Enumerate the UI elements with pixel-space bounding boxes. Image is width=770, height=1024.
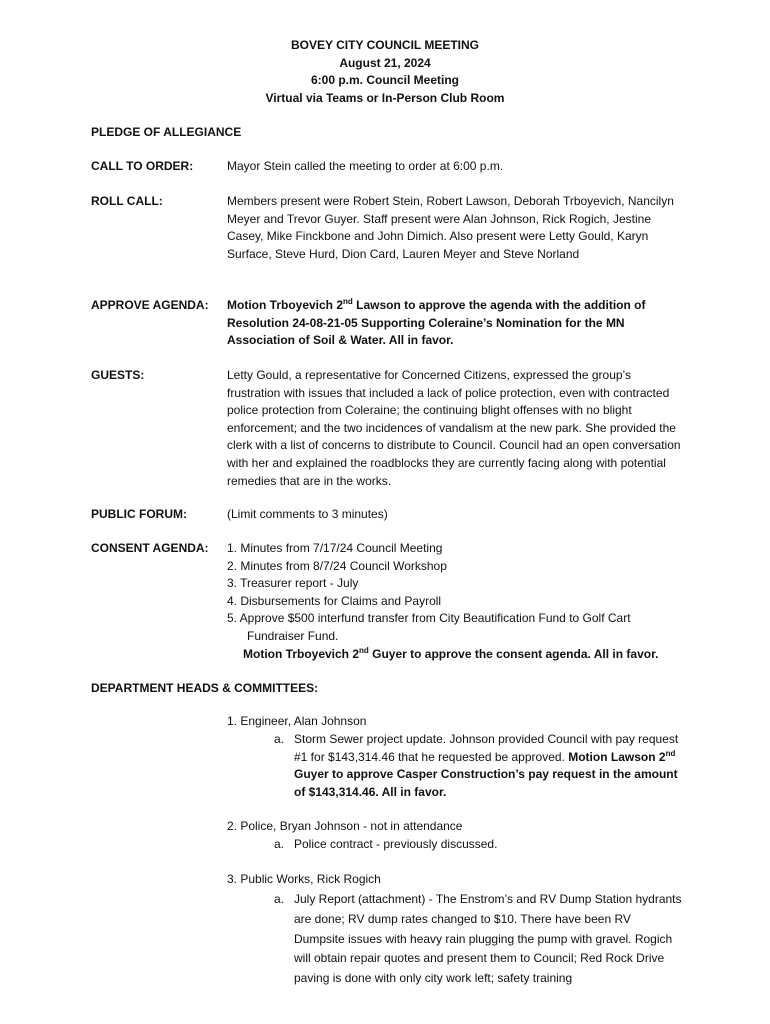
call-to-order-text: Mayor Stein called the meeting to order at 6:00 p.m. [227, 159, 504, 173]
storm-sewer-update: Storm Sewer project update. Johnson provided Council with pay request #1 for $143,314.46 that he requested be approved. [294, 732, 679, 764]
public-works-subitem-text: July Report (attachment) - The Enstrom’s and RV Dump Station hydrants are done; RV dump rates changed to $10. There have been RV Dumpsite issues with heavy rain plugging the pump with gravel. Rogich will obtain repair quotes and present them to Council; Red Rock Drive paving is done with only city work left; safety training [294, 892, 682, 986]
guests-text: Letty Gould, a representative for Concerned Citizens, expressed the group’s frustration with issues that included a lack of police protection, even with contracted police protection from Coleraine; the continuing blight offenses with no blight enforcement; and the two incidences of vandalism at the new park. She provided the clerk with a list of concerns to distribute to Council. Council had an open conversation with her and explained the roadblocks they are currently facing along with potential remedies that are in the works. [227, 368, 681, 488]
consent-agenda-motion [227, 646, 682, 664]
approve-agenda-motion [227, 297, 682, 350]
ordinal-suffix: nd [359, 645, 369, 655]
call-to-order-label: CALL TO ORDER: [91, 159, 194, 173]
police-subitem-text: Police contract - previously discussed. [294, 837, 498, 851]
motion-text-end: Guyer to approve the consent agenda. All in favor. [368, 646, 659, 661]
consent-item: 3. Treasurer report - July [227, 576, 359, 591]
consent-agenda-label: CONSENT AGENDA: [91, 541, 209, 555]
consent-item: 2. Minutes from 8/7/24 Council Workshop [227, 558, 447, 573]
pledge-heading: PLEDGE OF ALLEGIANCE [91, 125, 242, 139]
subitem-letter: a. [274, 837, 285, 851]
motion-text-end: Guyer to approve Casper Construction’s pay request in the amount of $143,314.46. All in favor. [294, 767, 678, 799]
motion-text-start: Motion Lawson 2 [568, 749, 666, 764]
engineer-subitem [274, 731, 684, 801]
header-title: BOVEY CITY COUNCIL MEETING [290, 38, 480, 52]
motion-text-start: Motion Trboyevich 2 [243, 646, 360, 661]
approve-agenda-label: APPROVE AGENDA: [91, 298, 209, 312]
subitem-letter: a. [274, 892, 285, 906]
engineer-subitem-text [294, 731, 684, 801]
motion-text-end: Lawson to approve the agenda with the addition of Resolution 24-08-21-05 Supporting Coleraine’s Nomination for the MN Association of Soil & Water. All in favor. [227, 298, 646, 348]
header-location: Virtual via Teams or In-Person Club Room [265, 90, 505, 105]
header-time: 6:00 p.m. Council Meeting [310, 73, 460, 87]
meeting-header [0, 37, 770, 107]
public-forum-label: PUBLIC FORUM: [91, 507, 187, 521]
consent-item: 4. Disbursements for Claims and Payroll [227, 593, 442, 608]
department-heads-heading: DEPARTMENT HEADS & COMMITTEES: [91, 681, 319, 695]
motion-text-start: Motion Trboyevich 2 [227, 298, 344, 312]
consent-item: 5. Approve $500 interfund transfer from City Beautification Fund to Golf Cart Fundraiser Fund. [227, 611, 631, 643]
public-forum-text: (Limit comments to 3 minutes) [227, 507, 388, 521]
public-works-heading: 3. Public Works, Rick Rogich [227, 872, 381, 886]
roll-call-label: ROLL CALL: [91, 194, 163, 208]
guests-label: GUESTS: [91, 368, 145, 382]
consent-agenda-list [227, 540, 682, 663]
header-date: August 21, 2024 [339, 55, 431, 70]
engineer-heading: 1. Engineer, Alan Johnson [227, 714, 367, 728]
consent-item: 1. Minutes from 7/17/24 Council Meeting [227, 541, 443, 555]
roll-call-text: Members present were Robert Stein, Robert Lawson, Deborah Trboyevich, Nancilyn Meyer and Trevor Guyer. Staff present were Alan Johnson, Rick Rogich, Jestine Casey, Mike Finckbone and John Dimich. Also present were Letty Gould, Karyn Surface, Steve Hurd, Dion Card, Lauren Meyer and Steve Norland [227, 194, 674, 261]
police-subitem [274, 836, 684, 854]
ordinal-suffix: nd [343, 297, 353, 306]
police-heading: 2. Police, Bryan Johnson - not in attendance [227, 819, 463, 833]
ordinal-suffix: nd [665, 748, 676, 758]
public-works-subitem [274, 890, 684, 989]
subitem-letter: a. [274, 732, 285, 746]
